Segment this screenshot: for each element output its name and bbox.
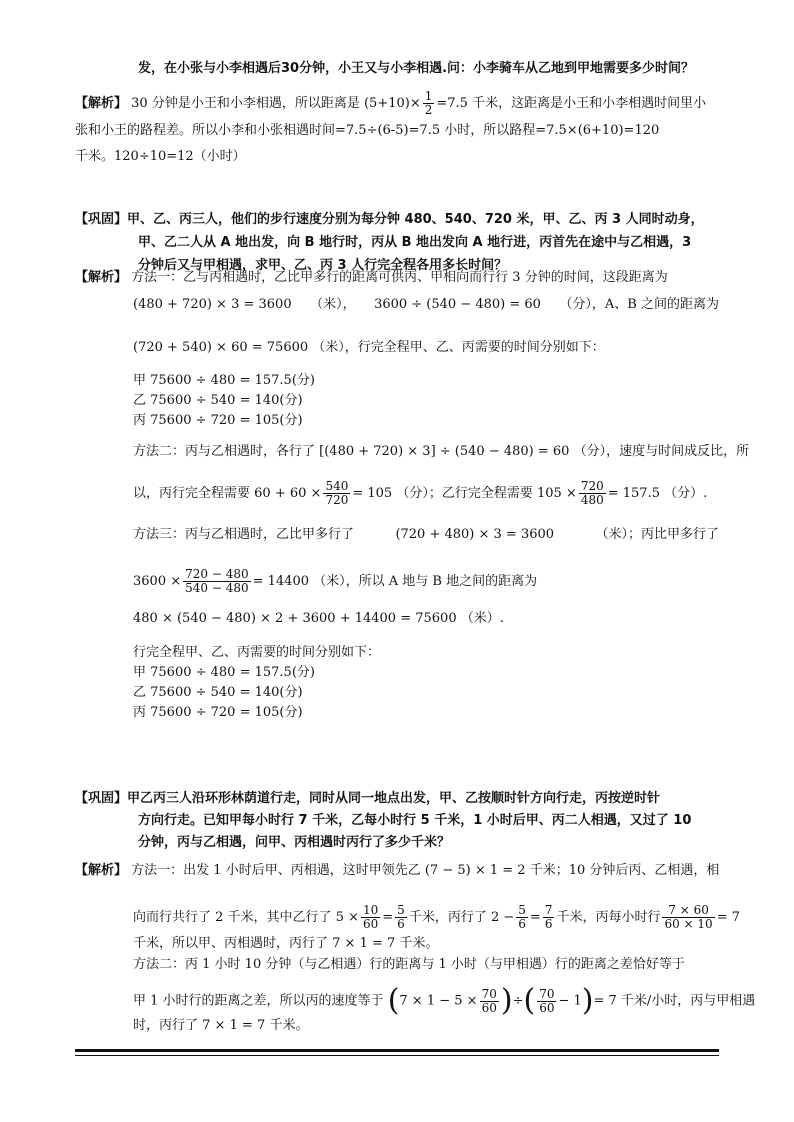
question-line: 方向行走。已知甲每小时行 7 千米，乙每小时行 5 千米，1 小时后甲、丙二人相遇，又过了 10 bbox=[138, 813, 692, 828]
text-span: （分）. bbox=[664, 486, 708, 501]
math-expression: 3600 ÷ (540 − 480) = 60 bbox=[374, 297, 541, 312]
math-expression: (720 + 540) × 60 = 75600 bbox=[133, 340, 309, 355]
question-text: 甲乙丙三人沿环形林荫道行走，同时从同一地点出发，甲、乙按顺时针方向行走，丙按逆时针 bbox=[127, 791, 661, 806]
text-span: 甲 1 小时行的距离之差，所以丙的速度等于 bbox=[133, 993, 384, 1009]
fraction-numerator: 720 − 480 bbox=[185, 567, 249, 581]
math-expression: = 14400 bbox=[252, 574, 309, 589]
math-expression: 7 × 1 = 7 bbox=[202, 1018, 266, 1033]
answer-line bbox=[133, 339, 605, 357]
answer-line bbox=[133, 568, 537, 595]
fraction bbox=[395, 904, 407, 931]
text-span: 方法一：乙与丙相遇时，乙比甲多行的距离可供丙、甲相向而行行 3 分钟的时间，这段距离为 bbox=[131, 270, 668, 285]
question-line: 分钟，丙与乙相遇，问甲、丙相遇时丙行了多少千米？ bbox=[138, 835, 451, 850]
text-span: 方法一：出发 1 小时后甲、丙相遇，这时甲领先乙 bbox=[131, 863, 421, 878]
math-expression: = bbox=[529, 910, 541, 925]
answer-line bbox=[75, 269, 668, 287]
question-text-line: 发，在小张与小李相遇后30分钟，小王又与小李相遇.问：小李骑车从乙地到甲地需要多少时间？ bbox=[138, 61, 695, 76]
text-span: （米）；丙比甲多行了 bbox=[595, 527, 719, 542]
math-expression: (5+10)× bbox=[363, 96, 421, 111]
math-expression: − 1 bbox=[558, 993, 582, 1009]
text-span: 方法二：丙与乙相遇时，各行了 bbox=[133, 444, 316, 459]
answer-line bbox=[133, 443, 749, 461]
consolidate-tag: 【巩固】 bbox=[75, 212, 128, 227]
answer-line: 丙 75600 ÷ 720 = 105(分) bbox=[133, 705, 303, 720]
fraction bbox=[579, 480, 606, 507]
answer-line bbox=[133, 296, 719, 314]
math-expression: 105 × bbox=[536, 486, 577, 501]
fraction bbox=[662, 904, 714, 931]
analysis-tag: 【解析】 bbox=[75, 96, 128, 111]
consolidate-tag: 【巩固】 bbox=[75, 791, 128, 806]
math-expression: 3600 × bbox=[133, 574, 182, 589]
question-line: 甲、乙二人从 A 地出发，向 B 地行时，丙从 B 地出发向 A 地行进，丙首先在途中与乙相遇，3 bbox=[138, 235, 692, 250]
math-expression: 7 × 1 − 5 × bbox=[399, 993, 478, 1009]
answer-line: 乙 75600 ÷ 540 = 140(分) bbox=[133, 393, 303, 408]
text-span: （米）， bbox=[310, 297, 356, 312]
answer-line bbox=[75, 90, 706, 117]
math-expression: = bbox=[382, 910, 394, 925]
fraction bbox=[543, 904, 555, 931]
answer-line bbox=[133, 935, 438, 953]
answer-line bbox=[75, 862, 719, 880]
fraction bbox=[323, 480, 350, 507]
text-span: 千米，所以甲、丙相遇时，丙行了 bbox=[133, 936, 329, 951]
fraction bbox=[423, 90, 435, 117]
analysis-tag: 【解析】 bbox=[75, 863, 128, 878]
fraction bbox=[480, 988, 499, 1015]
text-span: （米），所以 A 地与 B 地之间的距离为 bbox=[313, 574, 538, 589]
fraction-numerator: 5 bbox=[397, 903, 405, 917]
fraction-denominator: 60 × 10 bbox=[664, 917, 713, 931]
answer-line bbox=[133, 983, 756, 1018]
fraction-numerator: 540 bbox=[325, 479, 349, 493]
math-expression: ÷ bbox=[512, 993, 524, 1009]
math-expression: = 7 bbox=[593, 993, 617, 1009]
fraction-numerator: 7 bbox=[544, 903, 553, 917]
fraction-denominator: 60 bbox=[539, 1000, 555, 1015]
big-paren-right: ) bbox=[581, 983, 594, 1018]
text-span: 30 分钟是小王和小李相遇，所以距离是 bbox=[131, 96, 360, 111]
text-span: （米）. bbox=[460, 611, 504, 626]
fraction bbox=[183, 568, 251, 595]
answer-line bbox=[133, 480, 707, 507]
math-expression: = 105 bbox=[352, 486, 393, 501]
big-paren-right: ) bbox=[500, 983, 513, 1018]
question-text: 甲、乙、丙三人，他们的步行速度分别为每分钟 480、540、720 米，甲、乙、丙 3 人同时动身， bbox=[127, 212, 704, 227]
text-span: （米），行完全程甲、乙、丙需要的时间分别如下： bbox=[312, 340, 605, 355]
fraction-denominator: 60 bbox=[481, 1000, 497, 1015]
math-expression: (720 + 480) × 3 = 3600 bbox=[395, 527, 555, 542]
math-expression: (480 + 720) × 3 = 3600 bbox=[133, 297, 292, 312]
text-span: （分），速度与时间成反比，所 bbox=[573, 444, 750, 459]
fraction-numerator: 5 bbox=[518, 903, 526, 917]
fraction-denominator: 540 − 480 bbox=[185, 581, 249, 595]
text-span: 千米。 bbox=[399, 936, 439, 951]
fraction-numerator: 70 bbox=[539, 986, 555, 1001]
fraction-denominator: 2 bbox=[424, 103, 433, 117]
answer-line bbox=[133, 526, 719, 544]
fraction-denominator: 6 bbox=[518, 917, 526, 931]
footer-rule-thick bbox=[75, 1049, 719, 1052]
text-span: 以，丙行完全程需要 bbox=[133, 486, 251, 501]
answer-line bbox=[133, 904, 740, 931]
text-span: （分）；乙行完全程需要 bbox=[396, 486, 533, 501]
fraction-numerator: 7 × 60 bbox=[662, 904, 714, 918]
math-expression: 60 + 60 × bbox=[254, 486, 322, 501]
fraction-numerator: 1 bbox=[424, 89, 433, 103]
big-paren-left: ( bbox=[387, 983, 400, 1018]
big-paren-left: ( bbox=[523, 983, 536, 1018]
answer-line: 甲 75600 ÷ 480 = 157.5(分) bbox=[133, 373, 315, 388]
answer-line: 方法二：丙 1 小时 10 分钟（与乙相遇）行的距离与 1 小时（与甲相遇）行的距离之差恰好等于 bbox=[133, 957, 685, 972]
text-span: =7.5 千米，这距离是小王和小李相遇时间里小 bbox=[436, 96, 707, 111]
fraction-denominator: 480 bbox=[580, 493, 604, 507]
text-span: 方法三：丙与乙相遇时，乙比甲多行了 bbox=[133, 527, 355, 542]
answer-line: 甲 75600 ÷ 480 = 157.5(分) bbox=[133, 665, 315, 680]
math-expression: = 157.5 bbox=[607, 486, 660, 501]
math-expression: 5 × bbox=[335, 910, 359, 925]
fraction-numerator: 70 bbox=[481, 986, 497, 1001]
text-span: 千米，丙每小时行 bbox=[556, 910, 661, 925]
text-span: 向而行共行了 2 千米，其中乙行了 bbox=[133, 910, 332, 925]
answer-line: 丙 75600 ÷ 720 = 105(分) bbox=[133, 413, 303, 428]
text-span: 千米/小时，丙与甲相遇 bbox=[620, 993, 756, 1009]
fraction-denominator: 6 bbox=[397, 917, 405, 931]
answer-line bbox=[133, 1017, 308, 1035]
answer-line: 千米。120÷10=12（小时） bbox=[75, 149, 246, 164]
math-expression: [(480 + 720) × 3] ÷ (540 − 480) = 60 bbox=[319, 444, 570, 459]
answer-line bbox=[133, 610, 504, 628]
answer-line: 乙 75600 ÷ 540 = 140(分) bbox=[133, 685, 303, 700]
question-line: 分钟后又与甲相遇，求甲、乙、丙 3 人行完全程各用多长时间？ bbox=[138, 258, 508, 273]
fraction bbox=[537, 988, 556, 1015]
fraction-numerator: 10 bbox=[362, 903, 379, 917]
footer-rule-thin bbox=[75, 1055, 719, 1056]
fraction-numerator: 720 bbox=[580, 479, 604, 493]
text-span: 千米。 bbox=[269, 1018, 309, 1033]
fraction-denominator: 60 bbox=[362, 917, 379, 931]
text-span: （分），A、B 之间的距离为 bbox=[559, 297, 719, 312]
answer-line: 张和小王的路程差。所以小李和小张相遇时间=7.5÷(6-5)=7.5 小时，所以路程=7.5×(6+10)=120 bbox=[75, 123, 660, 138]
fraction-denominator: 6 bbox=[544, 917, 553, 931]
text-span: 千米，丙行了 bbox=[408, 910, 487, 925]
answer-line: 行完全程甲、乙、丙需要的时间分别如下： bbox=[133, 645, 381, 660]
question-line bbox=[75, 790, 660, 808]
math-expression: 7 × 1 = 7 bbox=[332, 936, 396, 951]
math-expression: (7 − 5) × 1 = 2 bbox=[424, 863, 526, 878]
math-expression: = 7 bbox=[716, 910, 740, 925]
analysis-tag: 【解析】 bbox=[75, 270, 128, 285]
math-expression: 2 − bbox=[490, 910, 515, 925]
fraction bbox=[361, 904, 380, 931]
text-span: 时，丙行了 bbox=[133, 1018, 199, 1033]
text-span: 千米；10 分钟后丙、乙相遇，相 bbox=[529, 863, 720, 878]
fraction-denominator: 720 bbox=[325, 493, 349, 507]
question-line bbox=[75, 211, 704, 229]
fraction bbox=[516, 904, 528, 931]
math-expression: 480 × (540 − 480) × 2 + 3600 + 14400 = 75600 bbox=[133, 611, 457, 626]
